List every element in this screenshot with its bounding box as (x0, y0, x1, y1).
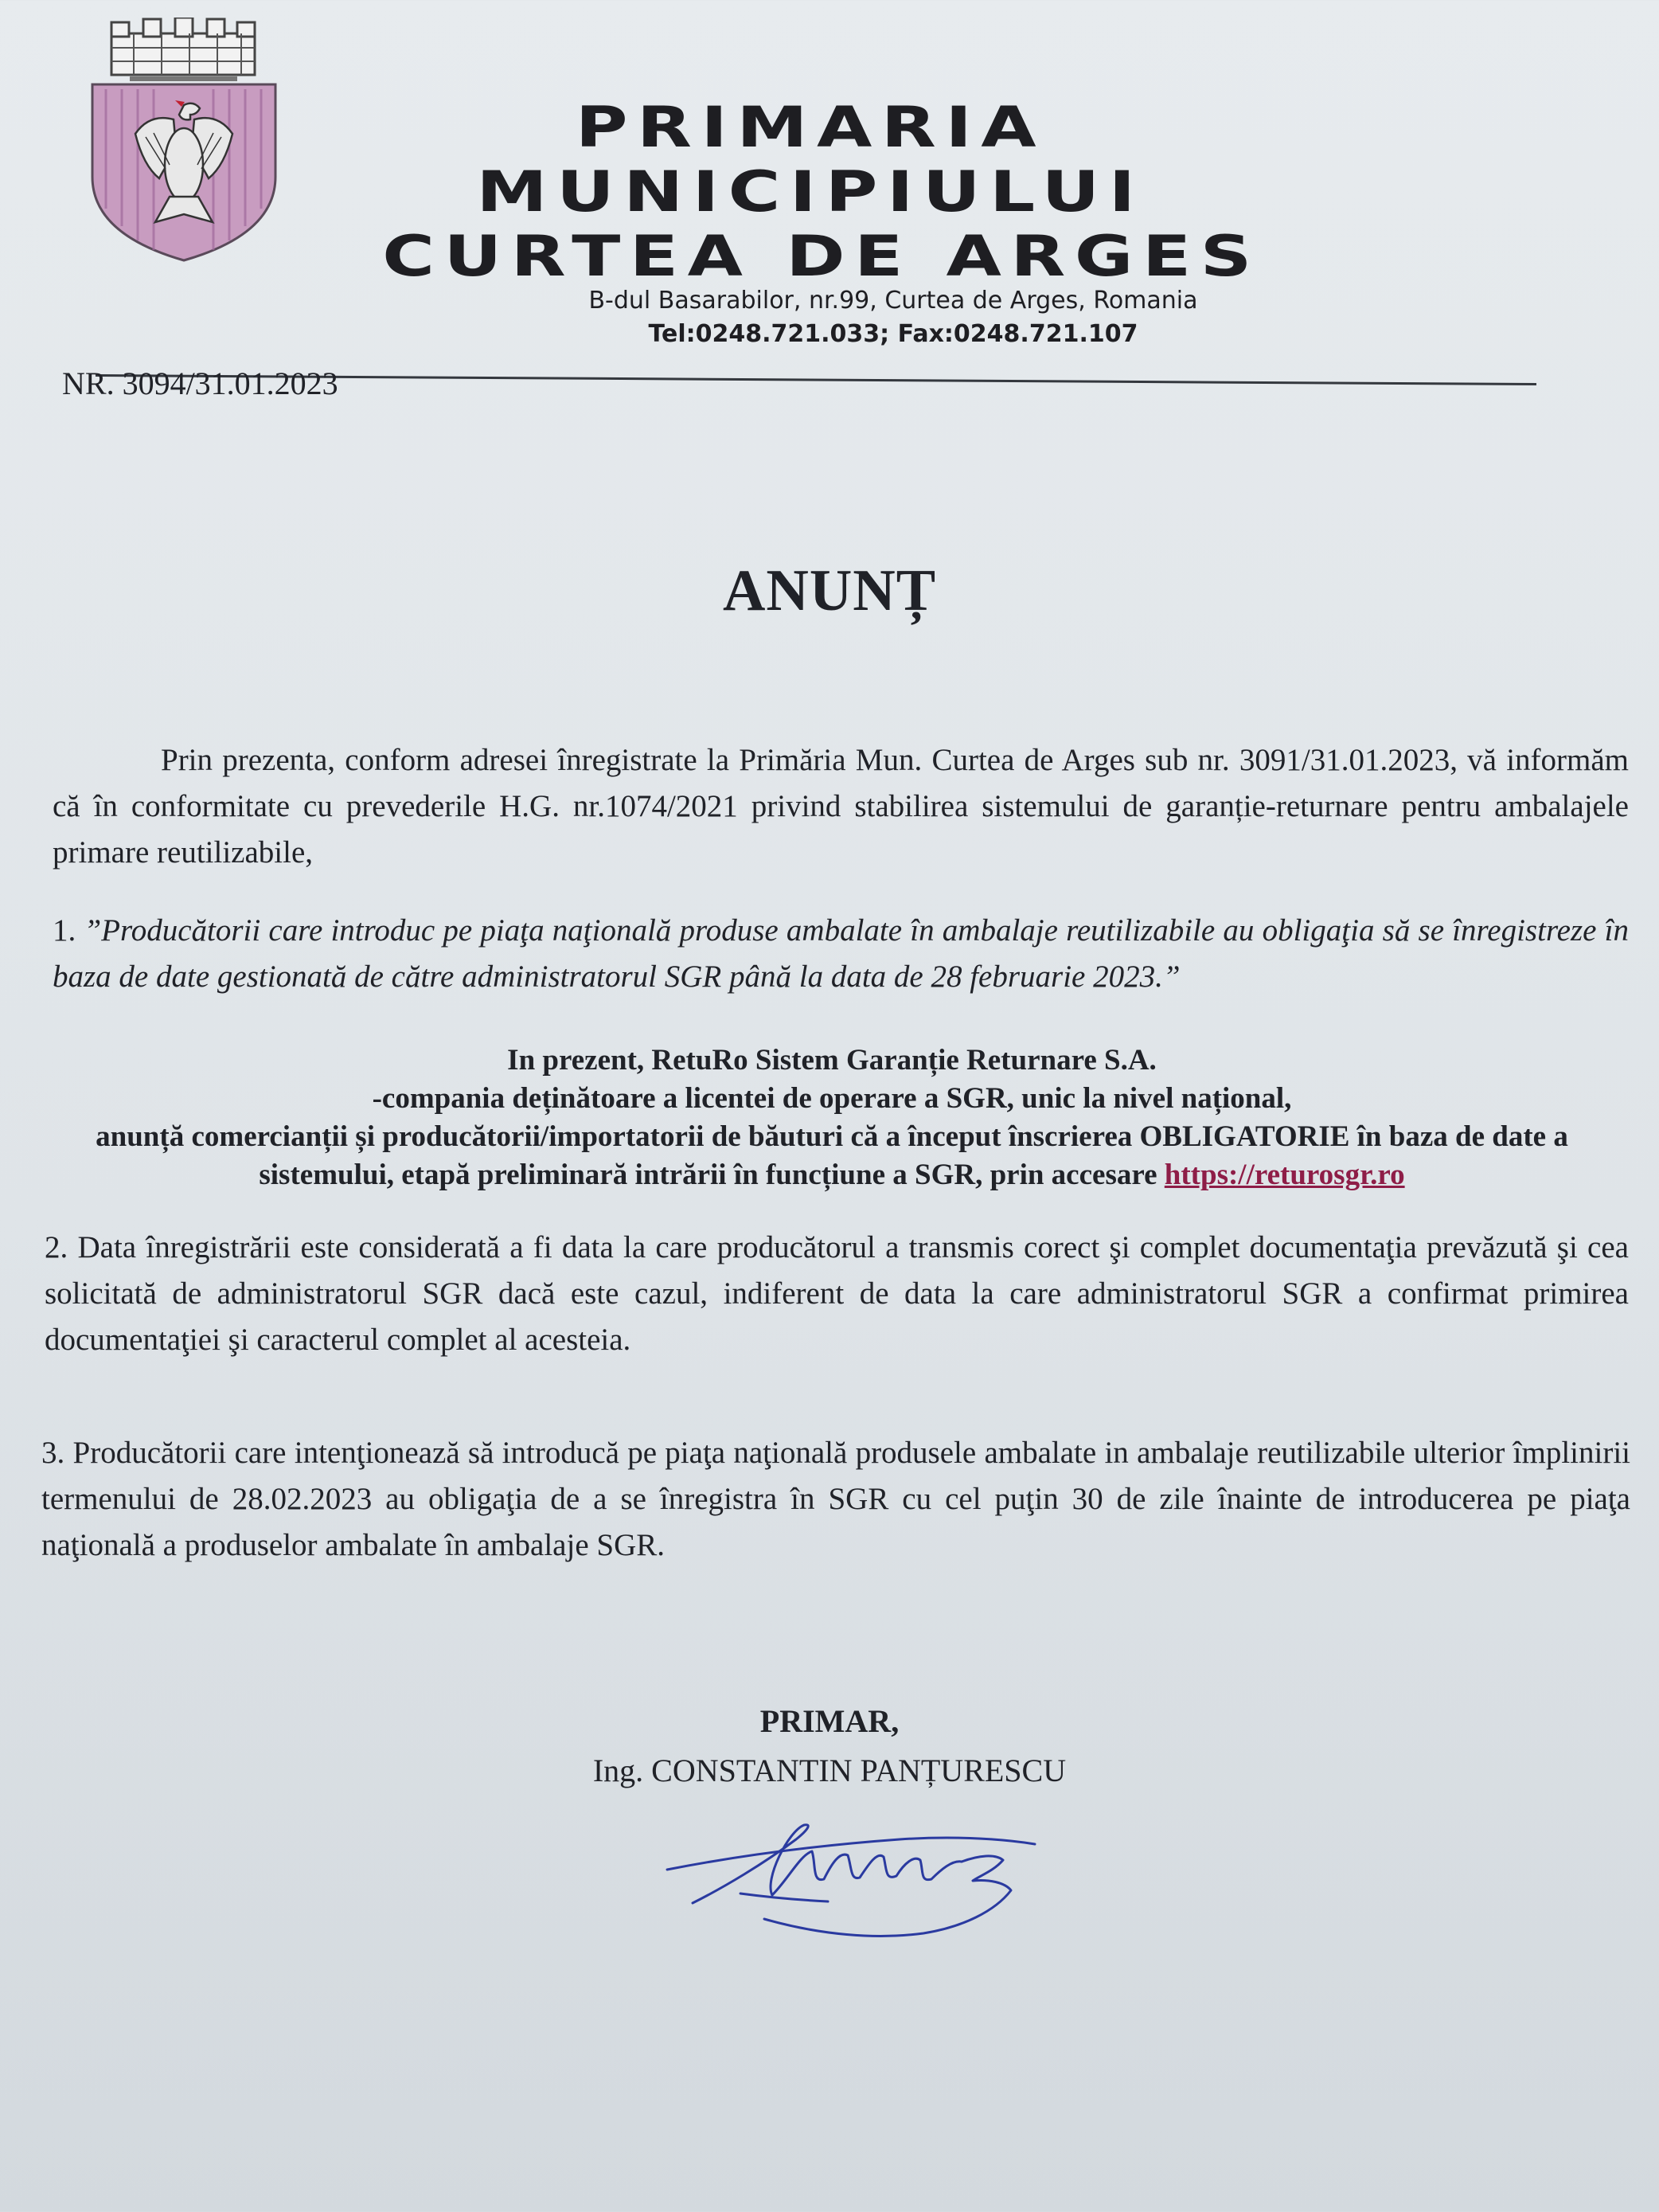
point-1 (53, 908, 1629, 1000)
header-title-line2: MUNICIPIULUI (476, 159, 1145, 225)
registration-number: NR. 3094/31.01.2023 (62, 365, 338, 401)
sgr-notice (48, 1042, 1616, 1194)
signatory-name: Ing. CONSTANTIN PANȚURESCU (592, 1753, 1067, 1788)
point-2: 2. Data înregistrării este considerată a fi data la care producătorul a transmis corect şi complet documentaţia prevăzută şi cea solicitată de administratorul SGR dacă este cazul, indiferent de data la care administratorul SGR a confirmat primirea documentaţiei şi caracterul complet al acesteia. (45, 1230, 1629, 1357)
point-1-quote: ”Producătorii care introduc pe piaţa naţională produse ambalate în ambalaje reutilizabile au obligaţia să se înregistreze în baza de date gestionată de către administratorul SGR până la data de 28 februarie 2023.” (53, 913, 1630, 994)
signatory-role: PRIMAR, (759, 1703, 900, 1739)
header-title-line3: CURTEA DE ARGES (382, 224, 1261, 289)
handwritten-signature-icon (661, 1808, 1075, 1943)
point-1-number: 1. (53, 913, 76, 948)
notice-line3 (48, 1118, 1616, 1194)
header-address: B-dul Basarabilor, nr.99, Curtea de Arges, Romania (588, 287, 1198, 315)
returo-link[interactable]: https://returosgr.ro (1164, 1159, 1405, 1191)
notice-line2: -compania deținătoare a licentei de operare a SGR, unic la nivel național, (372, 1082, 1292, 1115)
header-contact: Tel:0248.721.033; Fax:0248.721.107 (648, 320, 1138, 348)
header-title-line1: PRIMARIA (575, 95, 1046, 160)
notice-line3-text: anunță comercianții și producătorii/importatorii de băuturi că a început înscrierea OBLIGATORIE în baza de date a sistemului, etapă preliminară intrării în funcțiune a SGR, prin accesare (96, 1120, 1568, 1191)
document-title: ANUNȚ (722, 558, 937, 623)
point-3: 3. Producătorii care intenţionează să introducă pe piaţa naţională produsele ambalate in ambalaje reutilizabile ulterior împlinirii termenului de 28.02.2023 au obligaţia de a se înregistra în SGR cu cel puţin 30 de zile înainte de introducerea pe piaţa naţională a produselor ambalate în ambalaje SGR. (41, 1436, 1630, 1562)
intro-paragraph: Prin prezenta, conform adresei înregistrate la Primăria Mun. Curtea de Arges sub nr. 3091/31.01.2023, vă informăm că în conformitate cu prevederile H.G. nr.1074/2021 privind stabilirea sistemului de garanție-returnare pentru ambalajele primare reutilizabile, (53, 743, 1629, 870)
notice-line1: In prezent, RetuRo Sistem Garanție Returnare S.A. (507, 1044, 1157, 1077)
